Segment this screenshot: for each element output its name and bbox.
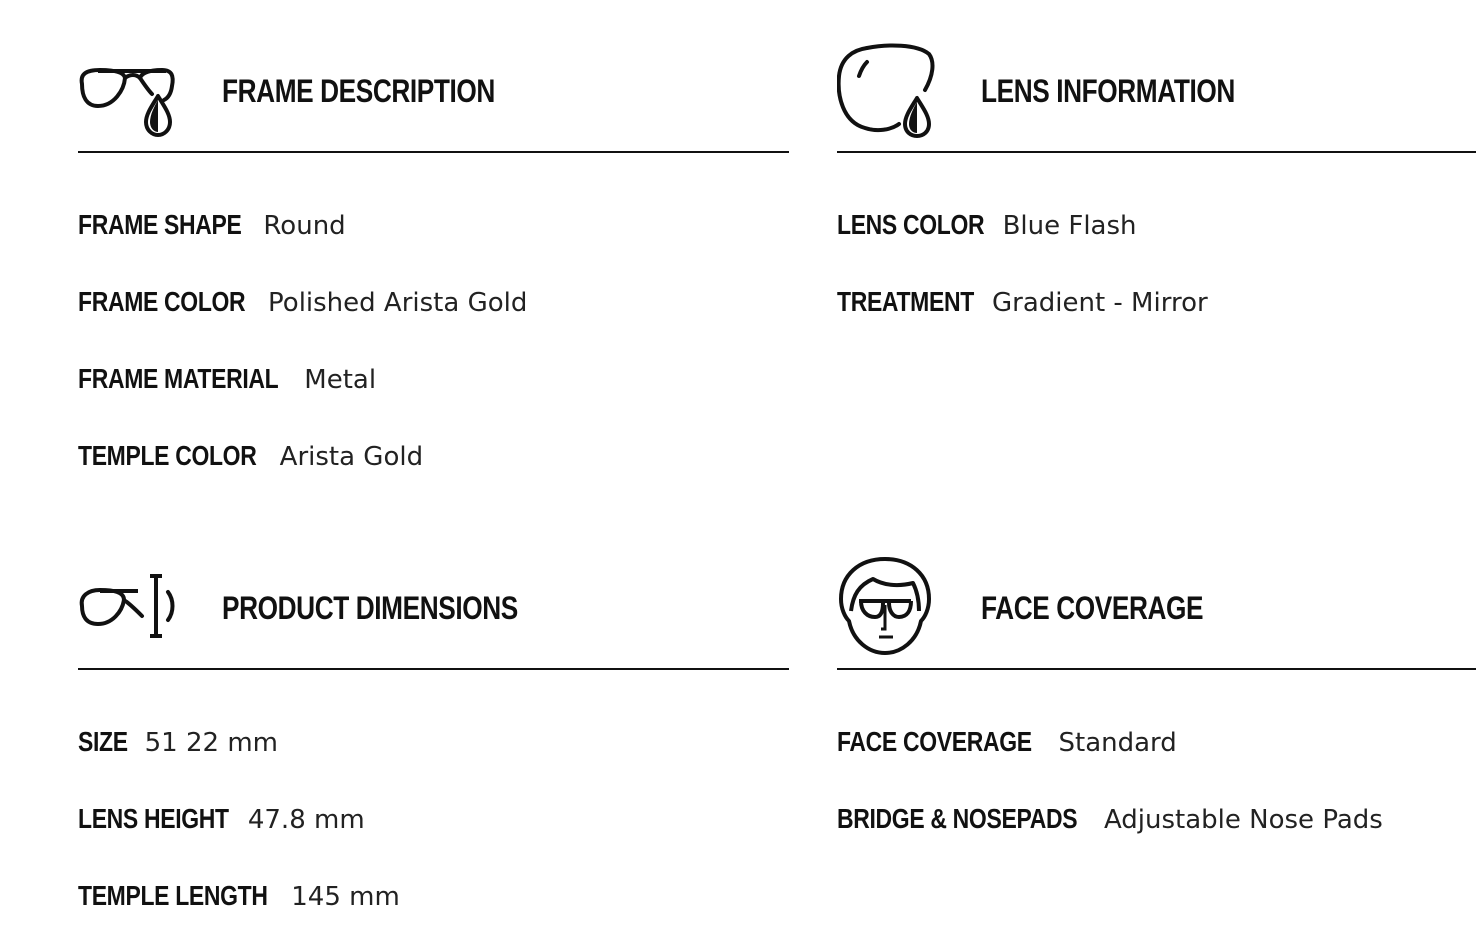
row-label: FRAME COLOR [78,286,246,317]
list-item [837,205,1137,245]
section-title: FACE COVERAGE [981,590,1204,626]
face-with-glasses-icon [837,555,937,655]
product-dimensions-header [78,517,789,670]
list-item [78,359,376,399]
list-item [837,722,1177,762]
row-value: 51 22 mm [144,728,278,758]
row-value: Metal [304,365,377,395]
list-item [78,876,400,916]
section-title: PRODUCT DIMENSIONS [222,590,518,626]
list-item [78,799,365,839]
row-label: TEMPLE COLOR [78,440,257,471]
row-value: 47.8 mm [247,805,365,835]
row-value: Standard [1058,728,1177,758]
section-title: FRAME DESCRIPTION [222,73,495,109]
row-label: TEMPLE LENGTH [78,880,268,911]
lens-drop-icon [837,40,937,140]
row-label: LENS HEIGHT [78,803,229,834]
list-item [78,282,527,322]
list-item [78,436,423,476]
row-value: Polished Arista Gold [268,288,528,318]
row-label: TREATMENT [837,286,974,317]
glasses-measure-icon [78,572,178,672]
frame-description-section [78,0,789,472]
row-value: Gradient - Mirror [991,288,1208,318]
face-coverage-header [837,517,1476,670]
row-value: Blue Flash [1002,211,1137,241]
row-label: FRAME SHAPE [78,209,242,240]
list-item [78,722,278,762]
list-item [837,799,1383,839]
list-item [78,205,346,245]
face-coverage-section [837,517,1476,835]
row-value: 145 mm [291,882,400,912]
product-dimensions-section [78,517,789,912]
row-label: BRIDGE & NOSEPADS [837,803,1078,834]
row-label: FRAME MATERIAL [78,363,279,394]
section-title: LENS INFORMATION [981,73,1235,109]
row-value: Round [263,211,346,241]
lens-information-header [837,0,1476,153]
row-value: Arista Gold [279,442,424,472]
aviator-glasses-drop-icon [78,40,178,140]
lens-information-section [837,0,1476,318]
row-label: SIZE [78,726,128,757]
list-item [837,282,1208,322]
row-value: Adjustable Nose Pads [1103,805,1383,835]
row-label: LENS COLOR [837,209,985,240]
frame-description-header [78,0,789,153]
row-label: FACE COVERAGE [837,726,1032,757]
